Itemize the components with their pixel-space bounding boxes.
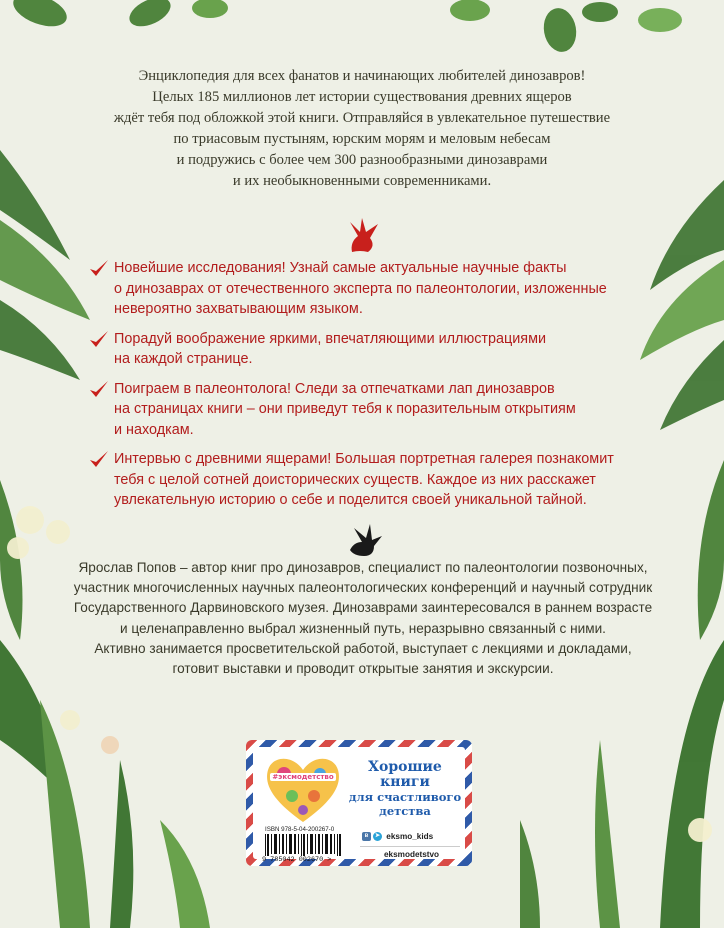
intro-line: по триасовым пустыням, юрским морям и меловым небесам (173, 131, 551, 147)
feature-line: Порадуй воображение яркими, впечатляющими иллюстрациями (114, 330, 547, 347)
feature-item (88, 329, 636, 370)
black-dinosaur-footprint-icon (344, 520, 384, 560)
isbn-label: ISBN 978-5-04-200267-0 (265, 826, 335, 833)
hashtag-label: #эксмодетство (270, 773, 336, 781)
checkmark-icon (88, 379, 110, 401)
feature-item (88, 379, 636, 441)
slogan-line: Хорошие (368, 759, 442, 775)
vk-icon: в (362, 832, 371, 841)
slogan (346, 760, 464, 818)
divider (360, 846, 460, 847)
checkmark-icon (88, 329, 110, 351)
feature-line: Новейшие исследования! Узнай самые актуальные научные факты (114, 260, 567, 276)
checkmark-icon (88, 449, 110, 471)
feature-line: на каждой странице. (114, 351, 253, 367)
author-line: Активно занимается просветительской работой, выступает с лекциями и докладами, (94, 640, 632, 656)
feature-line: и находкам. (114, 421, 194, 438)
checkmark-icon (88, 258, 110, 280)
author-line: готовит выставки и проводит открытые занятия и экскурсии. (172, 661, 554, 677)
feature-line: Интервью с древними ящерами! Большая портретная галерея познакомит (114, 451, 614, 467)
author-bio (60, 558, 666, 679)
author-line: и целенаправленно выбрал жизненный путь, неразрывно связанный с ними. (120, 620, 606, 636)
feature-line: невероятно захватывающим языком. (114, 301, 363, 317)
intro-line: и подружись с более чем 300 разнообразными динозаврами (176, 152, 548, 168)
site-handle: eksmodetstvo (384, 850, 440, 859)
slogan-line: для счастливого (348, 790, 462, 804)
intro-line: и их необыкновенными современниками. (232, 173, 492, 189)
barcode (263, 834, 349, 856)
barcode-number: 9 785042 002670 > (262, 856, 332, 864)
feature-line: на страницах книги – они приведут тебя к поразительным открытиям (114, 401, 576, 417)
author-line: Ярослав Попов – автор книг про динозавров, специалист по палеонтологии позвоночных, (78, 560, 648, 575)
slogan-line: детства (379, 804, 431, 818)
feature-line: Поиграем в палеонтолога! Следи за отпечатками лап динозавров (114, 380, 555, 397)
feature-line: о динозаврах от отечественного эксперта по палеонтологии, изложенные (114, 280, 607, 297)
feature-list (88, 258, 636, 520)
intro-line: ждёт тебя под обложкой этой книги. Отправляйся в увлекательное путешествие (113, 110, 611, 126)
feature-item (88, 449, 636, 511)
red-dinosaur-footprint-icon (344, 216, 384, 256)
telegram-icon: ➤ (374, 833, 381, 840)
feature-item (88, 258, 636, 320)
slogan-line: книги (380, 774, 430, 790)
heart-collage-icon (262, 752, 344, 826)
author-line: участник многочисленных научных палеонтологических конференций и научный сотрудник (73, 580, 653, 596)
intro-line: Целых 185 миллионов лет истории существования древних ящеров (152, 89, 572, 105)
intro-paragraph (70, 66, 654, 192)
social-handle (362, 832, 433, 841)
author-line: Государственного Дарвиновского музея. Динозаврами заинтересовался в раннем возрасте (73, 600, 653, 616)
feature-line: тебя с целой сотней доисторических существ. Каждое из них расскажет (114, 471, 596, 488)
intro-line: Энциклопедия для всех фанатов и начинающих любителей динозавров! (138, 68, 586, 84)
feature-line: увлекательную историю о себе и поделится своей уникальной тайной. (114, 492, 587, 508)
social-handle-text: eksmo_kids (386, 832, 434, 841)
